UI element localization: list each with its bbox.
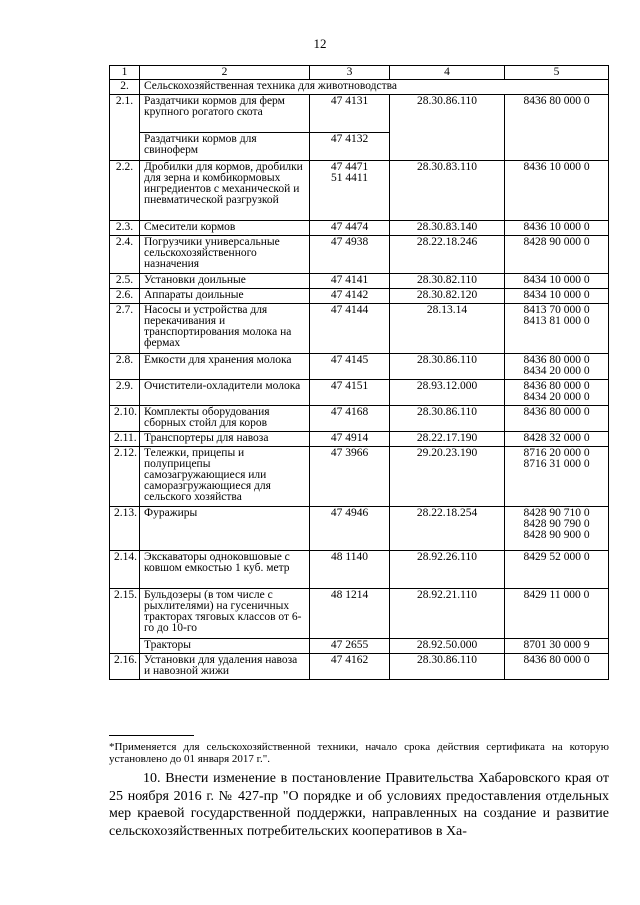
okof-code: 48 1140 <box>310 551 390 589</box>
okpd-code: 28.92.26.110 <box>390 551 505 589</box>
table-row <box>110 274 609 289</box>
tnved-code: 8413 70 000 0 8413 81 000 0 <box>505 304 609 354</box>
row-number: 2.6. <box>110 289 140 304</box>
item-name: Очистители-охладители молока <box>140 380 310 406</box>
table-row <box>110 289 609 304</box>
table-row <box>110 639 609 654</box>
okpd-code: 29.20.23.190 <box>390 447 505 507</box>
header-cell: 4 <box>390 66 505 80</box>
item-name: Смесители кормов <box>140 221 310 236</box>
tnved-code: 8428 32 000 0 <box>505 432 609 447</box>
tnved-code: 8434 10 000 0 <box>505 289 609 304</box>
okpd-code: 28.30.83.110 <box>390 161 505 221</box>
okof-code: 47 2655 <box>310 639 390 654</box>
item-name: Тракторы <box>140 639 310 654</box>
footnote-divider <box>109 735 194 736</box>
tnved-code: 8716 20 000 0 8716 31 000 0 <box>505 447 609 507</box>
footnote: *Применяется для сельскохозяйственной техники, начало срока действия сертификата на которую установлено до 01 января 2017 г.". <box>109 741 609 765</box>
okof-code: 47 4162 <box>310 654 390 680</box>
row-number: 2.4. <box>110 236 140 274</box>
item-name: Бульдозеры (в том числе с рыхлителями) на гусеничных тракторах тяговых классов от 6-го до 10-го <box>140 589 310 639</box>
item-name: Тележки, прицепы и полуприцепы самозагружающиеся или саморазгружающиеся для сельского хозяйства <box>140 447 310 507</box>
body-paragraph: 10. Внести изменение в постановление Правительства Хабаровского края от 25 ноября 2016 г. № 427-пр "О порядке и об условиях предоставления отдельных мер краевой государственной поддержки, направленных на создание и развитие сельскохозяйственных потребительских кооперативов в Ха- <box>109 771 609 839</box>
okpd-code: 28.22.17.190 <box>390 432 505 447</box>
table-row <box>110 589 609 639</box>
row-number: 2.9. <box>110 380 140 406</box>
item-name: Комплекты оборудования сборных стойл для коров <box>140 406 310 432</box>
row-number: 2.8. <box>110 354 140 380</box>
table-row <box>110 406 609 432</box>
section-row <box>110 80 609 95</box>
okof-code: 47 4471 51 4411 <box>310 161 390 221</box>
okpd-code: 28.30.86.110 <box>390 95 505 161</box>
row-number: 2.3. <box>110 221 140 236</box>
table-row <box>110 95 609 133</box>
item-name: Экскаваторы одноковшовые с ковшом емкостью 1 куб. метр <box>140 551 310 589</box>
okof-code: 48 1214 <box>310 589 390 639</box>
okof-code: 47 4168 <box>310 406 390 432</box>
item-name: Раздатчики кормов для ферм крупного рогатого скота <box>140 95 310 133</box>
page-number: 12 <box>313 36 327 51</box>
header-cell: 2 <box>140 66 310 80</box>
row-number: 2.1. <box>110 95 140 161</box>
okpd-code: 28.92.21.110 <box>390 589 505 639</box>
table-row <box>110 161 609 221</box>
tnved-code: 8428 90 000 0 <box>505 236 609 274</box>
row-number: 2.14. <box>110 551 140 589</box>
row-number: 2.15. <box>110 589 140 654</box>
okpd-code: 28.30.82.120 <box>390 289 505 304</box>
okpd-code: 28.92.50.000 <box>390 639 505 654</box>
okpd-code: 28.13.14 <box>390 304 505 354</box>
section-number: 2. <box>110 80 140 95</box>
tnved-code: 8436 80 000 0 <box>505 406 609 432</box>
row-number: 2.5. <box>110 274 140 289</box>
table-header-row <box>110 66 609 80</box>
item-name: Аппараты доильные <box>140 289 310 304</box>
table-row <box>110 507 609 551</box>
row-number: 2.10. <box>110 406 140 432</box>
okpd-code: 28.30.82.110 <box>390 274 505 289</box>
table-row <box>110 380 609 406</box>
item-name: Установки доильные <box>140 274 310 289</box>
item-name: Фуражиры <box>140 507 310 551</box>
row-number: 2.7. <box>110 304 140 354</box>
item-name: Транспортеры для навоза <box>140 432 310 447</box>
table-row <box>110 654 609 680</box>
okof-code: 47 4914 <box>310 432 390 447</box>
okof-code: 47 3966 <box>310 447 390 507</box>
table-row <box>110 551 609 589</box>
tnved-code: 8436 10 000 0 <box>505 221 609 236</box>
okof-code: 47 4132 <box>310 133 390 161</box>
table-row <box>110 447 609 507</box>
header-cell: 5 <box>505 66 609 80</box>
okof-code: 47 4131 <box>310 95 390 133</box>
item-name: Емкости для хранения молока <box>140 354 310 380</box>
okpd-code: 28.30.86.110 <box>390 654 505 680</box>
tnved-code: 8428 90 710 0 8428 90 790 0 8428 90 900 0 <box>505 507 609 551</box>
okpd-code: 28.22.18.254 <box>390 507 505 551</box>
item-name: Дробилки для кормов, дробилки для зерна и комбикормовых ингредиентов с механической и пневматической разгрузкой <box>140 161 310 221</box>
okof-code: 47 4142 <box>310 289 390 304</box>
tnved-code: 8436 80 000 0 8434 20 000 0 <box>505 354 609 380</box>
tnved-code: 8429 52 000 0 <box>505 551 609 589</box>
row-number: 2.2. <box>110 161 140 221</box>
okpd-code: 28.30.86.110 <box>390 406 505 432</box>
row-number: 2.11. <box>110 432 140 447</box>
okof-code: 47 4151 <box>310 380 390 406</box>
table-row <box>110 432 609 447</box>
item-name: Погрузчики универсальные сельскохозяйственного назначения <box>140 236 310 274</box>
okpd-code: 28.30.86.110 <box>390 354 505 380</box>
okof-code: 47 4145 <box>310 354 390 380</box>
tnved-code: 8436 80 000 0 <box>505 95 609 161</box>
tnved-code: 8436 80 000 0 <box>505 654 609 680</box>
tnved-code: 8434 10 000 0 <box>505 274 609 289</box>
header-cell: 3 <box>310 66 390 80</box>
table-row <box>110 236 609 274</box>
table-row <box>110 221 609 236</box>
okpd-code: 28.93.12.000 <box>390 380 505 406</box>
okof-code: 47 4474 <box>310 221 390 236</box>
tnved-code: 8701 30 000 9 <box>505 639 609 654</box>
equipment-table <box>109 65 609 680</box>
okof-code: 47 4144 <box>310 304 390 354</box>
okof-code: 47 4141 <box>310 274 390 289</box>
table-row <box>110 304 609 354</box>
tnved-code: 8429 11 000 0 <box>505 589 609 639</box>
item-name: Раздатчики кормов для свиноферм <box>140 133 310 161</box>
header-cell: 1 <box>110 66 140 80</box>
okpd-code: 28.30.83.140 <box>390 221 505 236</box>
item-name: Насосы и устройства для перекачивания и транспортирования молока на фермах <box>140 304 310 354</box>
tnved-code: 8436 80 000 0 8434 20 000 0 <box>505 380 609 406</box>
item-name: Установки для удаления навоза и навозной жижи <box>140 654 310 680</box>
okpd-code: 28.22.18.246 <box>390 236 505 274</box>
row-number: 2.16. <box>110 654 140 680</box>
tnved-code: 8436 10 000 0 <box>505 161 609 221</box>
okof-code: 47 4946 <box>310 507 390 551</box>
table-row <box>110 354 609 380</box>
row-number: 2.12. <box>110 447 140 507</box>
section-title: Сельскохозяйственная техника для животноводства <box>140 80 609 95</box>
okof-code: 47 4938 <box>310 236 390 274</box>
row-number: 2.13. <box>110 507 140 551</box>
